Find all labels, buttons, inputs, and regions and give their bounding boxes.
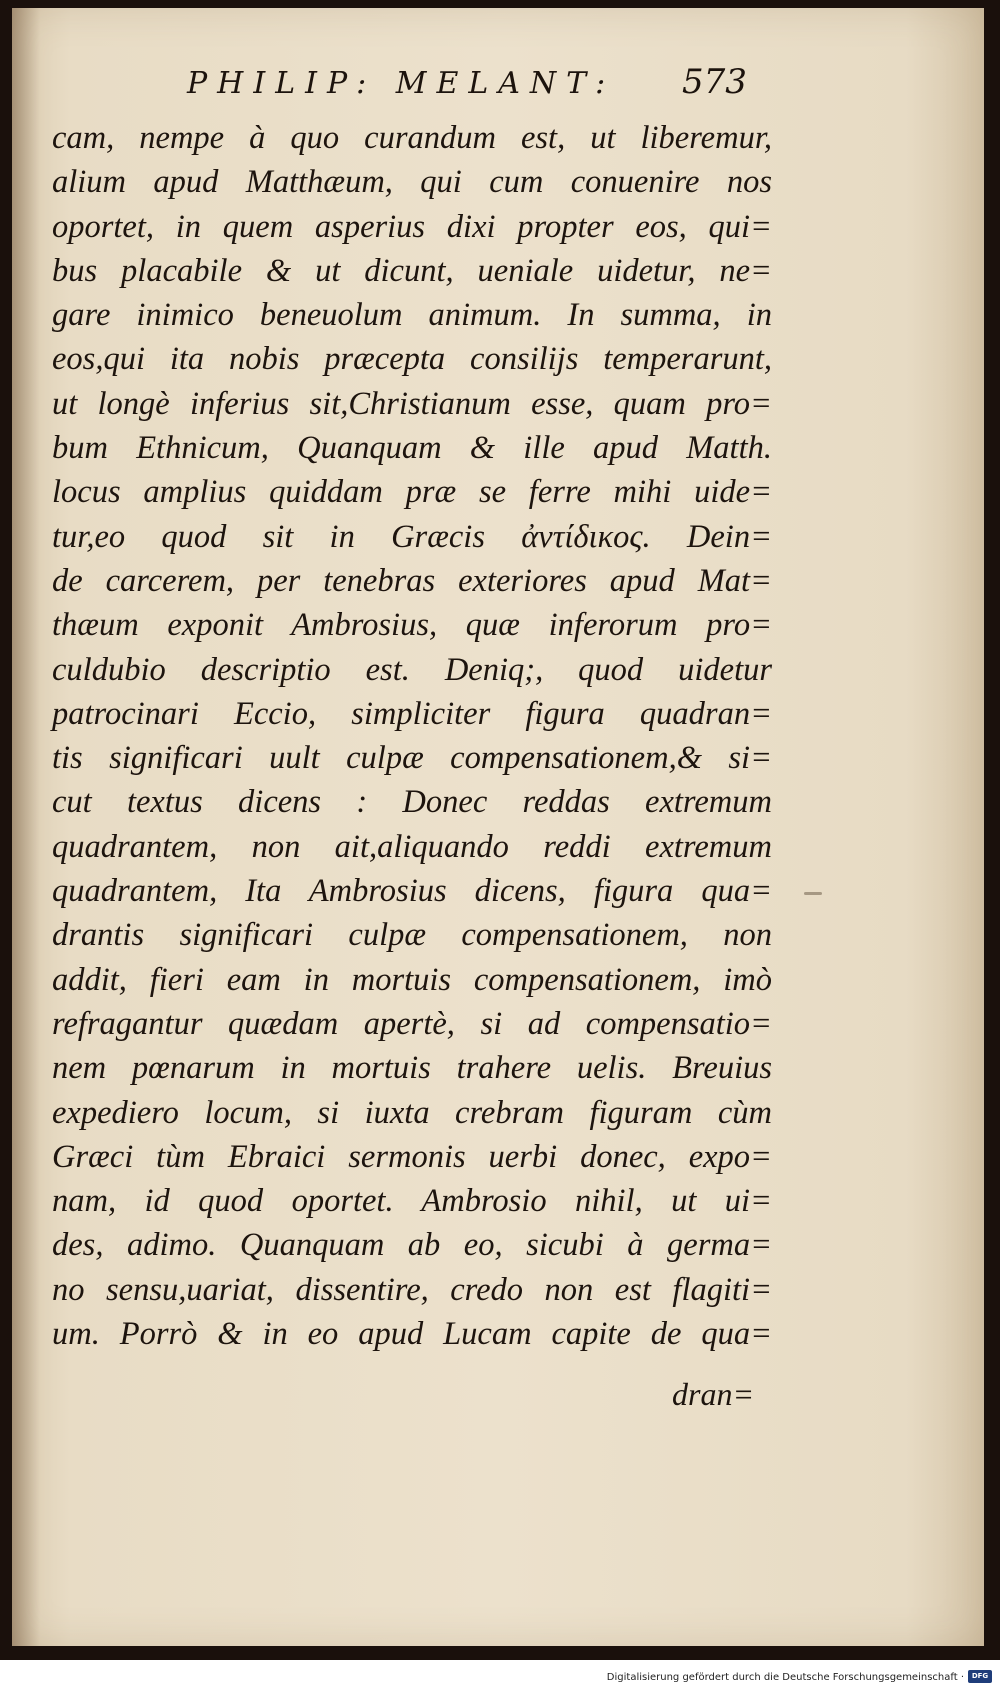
text-line: drantis significari culpæ compensationem, non [52,917,772,954]
running-head-title: PHILIP: MELANT: [187,66,616,101]
page-number: 573 [682,62,747,102]
text-line: alium apud Matthæum, qui cum conuenire nos [52,164,772,201]
text-line: tis significari uult culpæ compensationem,& si= [52,740,772,777]
text-line: quadrantem, non ait,aliquando reddi extremum [52,828,772,865]
text-line: refragantur quædam apertè, si ad compensatio= [52,1005,772,1042]
footer-band [0,1660,1000,1693]
text-line: no sensu,uariat, dissentire, credo non est flagiti= [52,1271,772,1308]
text-line: de carcerem, per tenebras exteriores apud Mat= [52,562,772,599]
running-head [12,62,984,116]
catchword: dran= [672,1376,755,1412]
text-line: patrocinari Eccio, simpliciter figura quadran= [52,695,772,732]
text-line: eos,qui ita nobis præcepta consilijs temperarunt, [52,341,772,378]
text-line: des, adimo. Quanquam ab eo, sicubi à germa= [52,1227,772,1264]
text-line: quadrantem, Ita Ambrosius dicens, figura qua= [52,873,772,910]
text-line: expediero locum, si iuxta crebram figuram cùm [52,1094,772,1131]
book-page [12,8,984,1646]
text-line: nam, id quod oportet. Ambrosio nihil, ut ui= [52,1183,772,1220]
text-line: ut longè inferius sit,Christianum esse, quam pro= [52,385,772,422]
spine-shadow [12,8,40,1646]
digitization-credit: Digitalisierung gefördert durch die Deutsche Forschungsgemeinschaft · [606,1672,964,1683]
margin-mark [804,892,822,895]
dfg-logo: DFG [968,1670,992,1683]
text-line: tur,eo quod sit in Græcis ἀντίδικος. Dein= [52,518,772,555]
text-line: culdubio descriptio est. Deniq;, quod uidetur [52,651,772,688]
text-line: cut textus dicens : Donec reddas extremum [52,784,772,821]
text-line: oportet, in quem asperius dixi propter eos, qui= [52,208,772,245]
text-line: bum Ethnicum, Quanquam & ille apud Matth. [52,430,772,467]
text-line: um. Porrò & in eo apud Lucam capite de qua= [52,1316,772,1353]
text-line: thæum exponit Ambrosius, quæ inferorum pro= [52,607,772,644]
text-line: locus amplius quiddam præ se ferre mihi uide= [52,474,772,511]
text-line: Græci tùm Ebraici sermonis uerbi donec, expo= [52,1138,772,1175]
body-text [52,116,772,1356]
text-line: nem pœnarum in mortuis trahere uelis. Breuius [52,1050,772,1087]
text-line: gare inimico beneuolum animum. In summa, in [52,297,772,334]
text-line: bus placabile & ut dicunt, ueniale uidetur, ne= [52,252,772,289]
text-line: cam, nempe à quo curandum est, ut liberemur, [52,120,772,156]
text-line: addit, fieri eam in mortuis compensationem, imò [52,961,772,998]
